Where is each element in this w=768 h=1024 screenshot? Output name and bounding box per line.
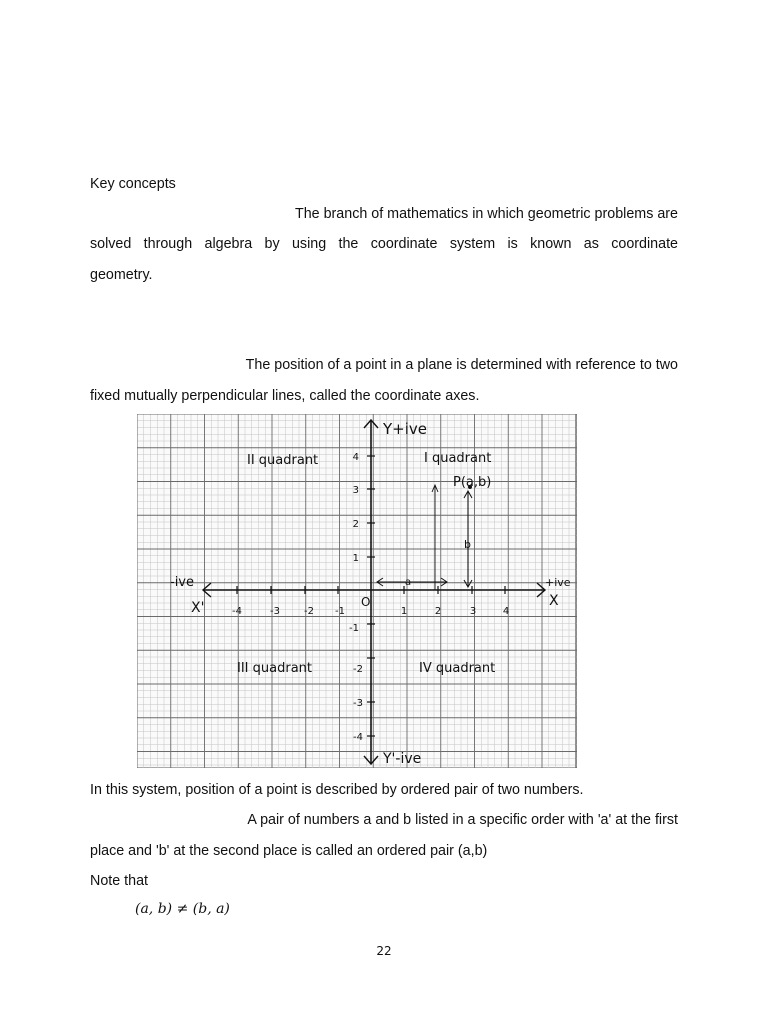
a-label: a <box>405 577 412 588</box>
x-tick-label: 1 <box>400 606 408 617</box>
x-tick-label: -4 <box>232 606 242 617</box>
para1-line2: solved through algebra by using the coordinate system is known as coordinate <box>90 236 678 252</box>
quadrant-3-label: III quadrant <box>237 661 312 676</box>
para1-line1: The branch of mathematics in which geometric problems are <box>294 206 678 222</box>
page-number: 22 <box>376 944 392 958</box>
quadrant-1-label: I quadrant <box>424 451 492 466</box>
heading: Key concepts <box>90 176 176 192</box>
coordinate-axes-figure <box>137 414 577 768</box>
para4-line1: A pair of numbers a and b listed in a specific order with 'a' at the first <box>247 812 678 828</box>
y-tick-label: 2 <box>352 519 359 530</box>
x-tick-label: -3 <box>270 606 280 617</box>
x-tick-label: 2 <box>434 606 442 617</box>
quadrant-4-label: IV quadrant <box>419 661 496 676</box>
para2-line2: fixed mutually perpendicular lines, called the coordinate axes. <box>90 388 480 404</box>
origin-label: O <box>361 595 371 609</box>
para3: In this system, position of a point is described by ordered pair of two numbers. <box>90 782 584 798</box>
y-tick-label: 4 <box>352 452 359 463</box>
quadrant-2-label: II quadrant <box>247 453 319 468</box>
x-tick-label: 4 <box>502 606 510 617</box>
para2-line1: The position of a point in a plane is determined with reference to two <box>245 357 678 373</box>
para1-line3: geometry. <box>90 267 153 283</box>
y-tick-label: -3 <box>353 698 363 709</box>
x-tick-label: 3 <box>469 606 477 617</box>
y-top-label: Y+ive <box>383 420 428 438</box>
x-right-sign: +ive <box>545 576 571 589</box>
ordered-pair-inequality: (a, b) ≠ (b, a) <box>135 901 230 917</box>
para4-line2: place and 'b' at the second place is called an ordered pair (a,b) <box>90 843 488 859</box>
x-tick-label: -1 <box>335 606 345 617</box>
y-tick-label: 3 <box>352 485 359 496</box>
y-tick-label: -1 <box>349 623 359 634</box>
y-tick-label: -4 <box>353 732 363 743</box>
y-tick-label: 1 <box>352 553 359 564</box>
y-tick-label: -2 <box>353 664 363 675</box>
x-right-label: X <box>549 593 559 609</box>
y-bottom-label: Y'-ive <box>383 751 422 767</box>
x-left-label: X' <box>191 600 205 616</box>
x-tick-label: -2 <box>304 606 314 617</box>
x-left-sign: -ive <box>170 575 194 590</box>
point-label: P(a,b) <box>453 475 492 490</box>
b-label: b <box>464 538 471 551</box>
note-label: Note that <box>90 873 149 889</box>
